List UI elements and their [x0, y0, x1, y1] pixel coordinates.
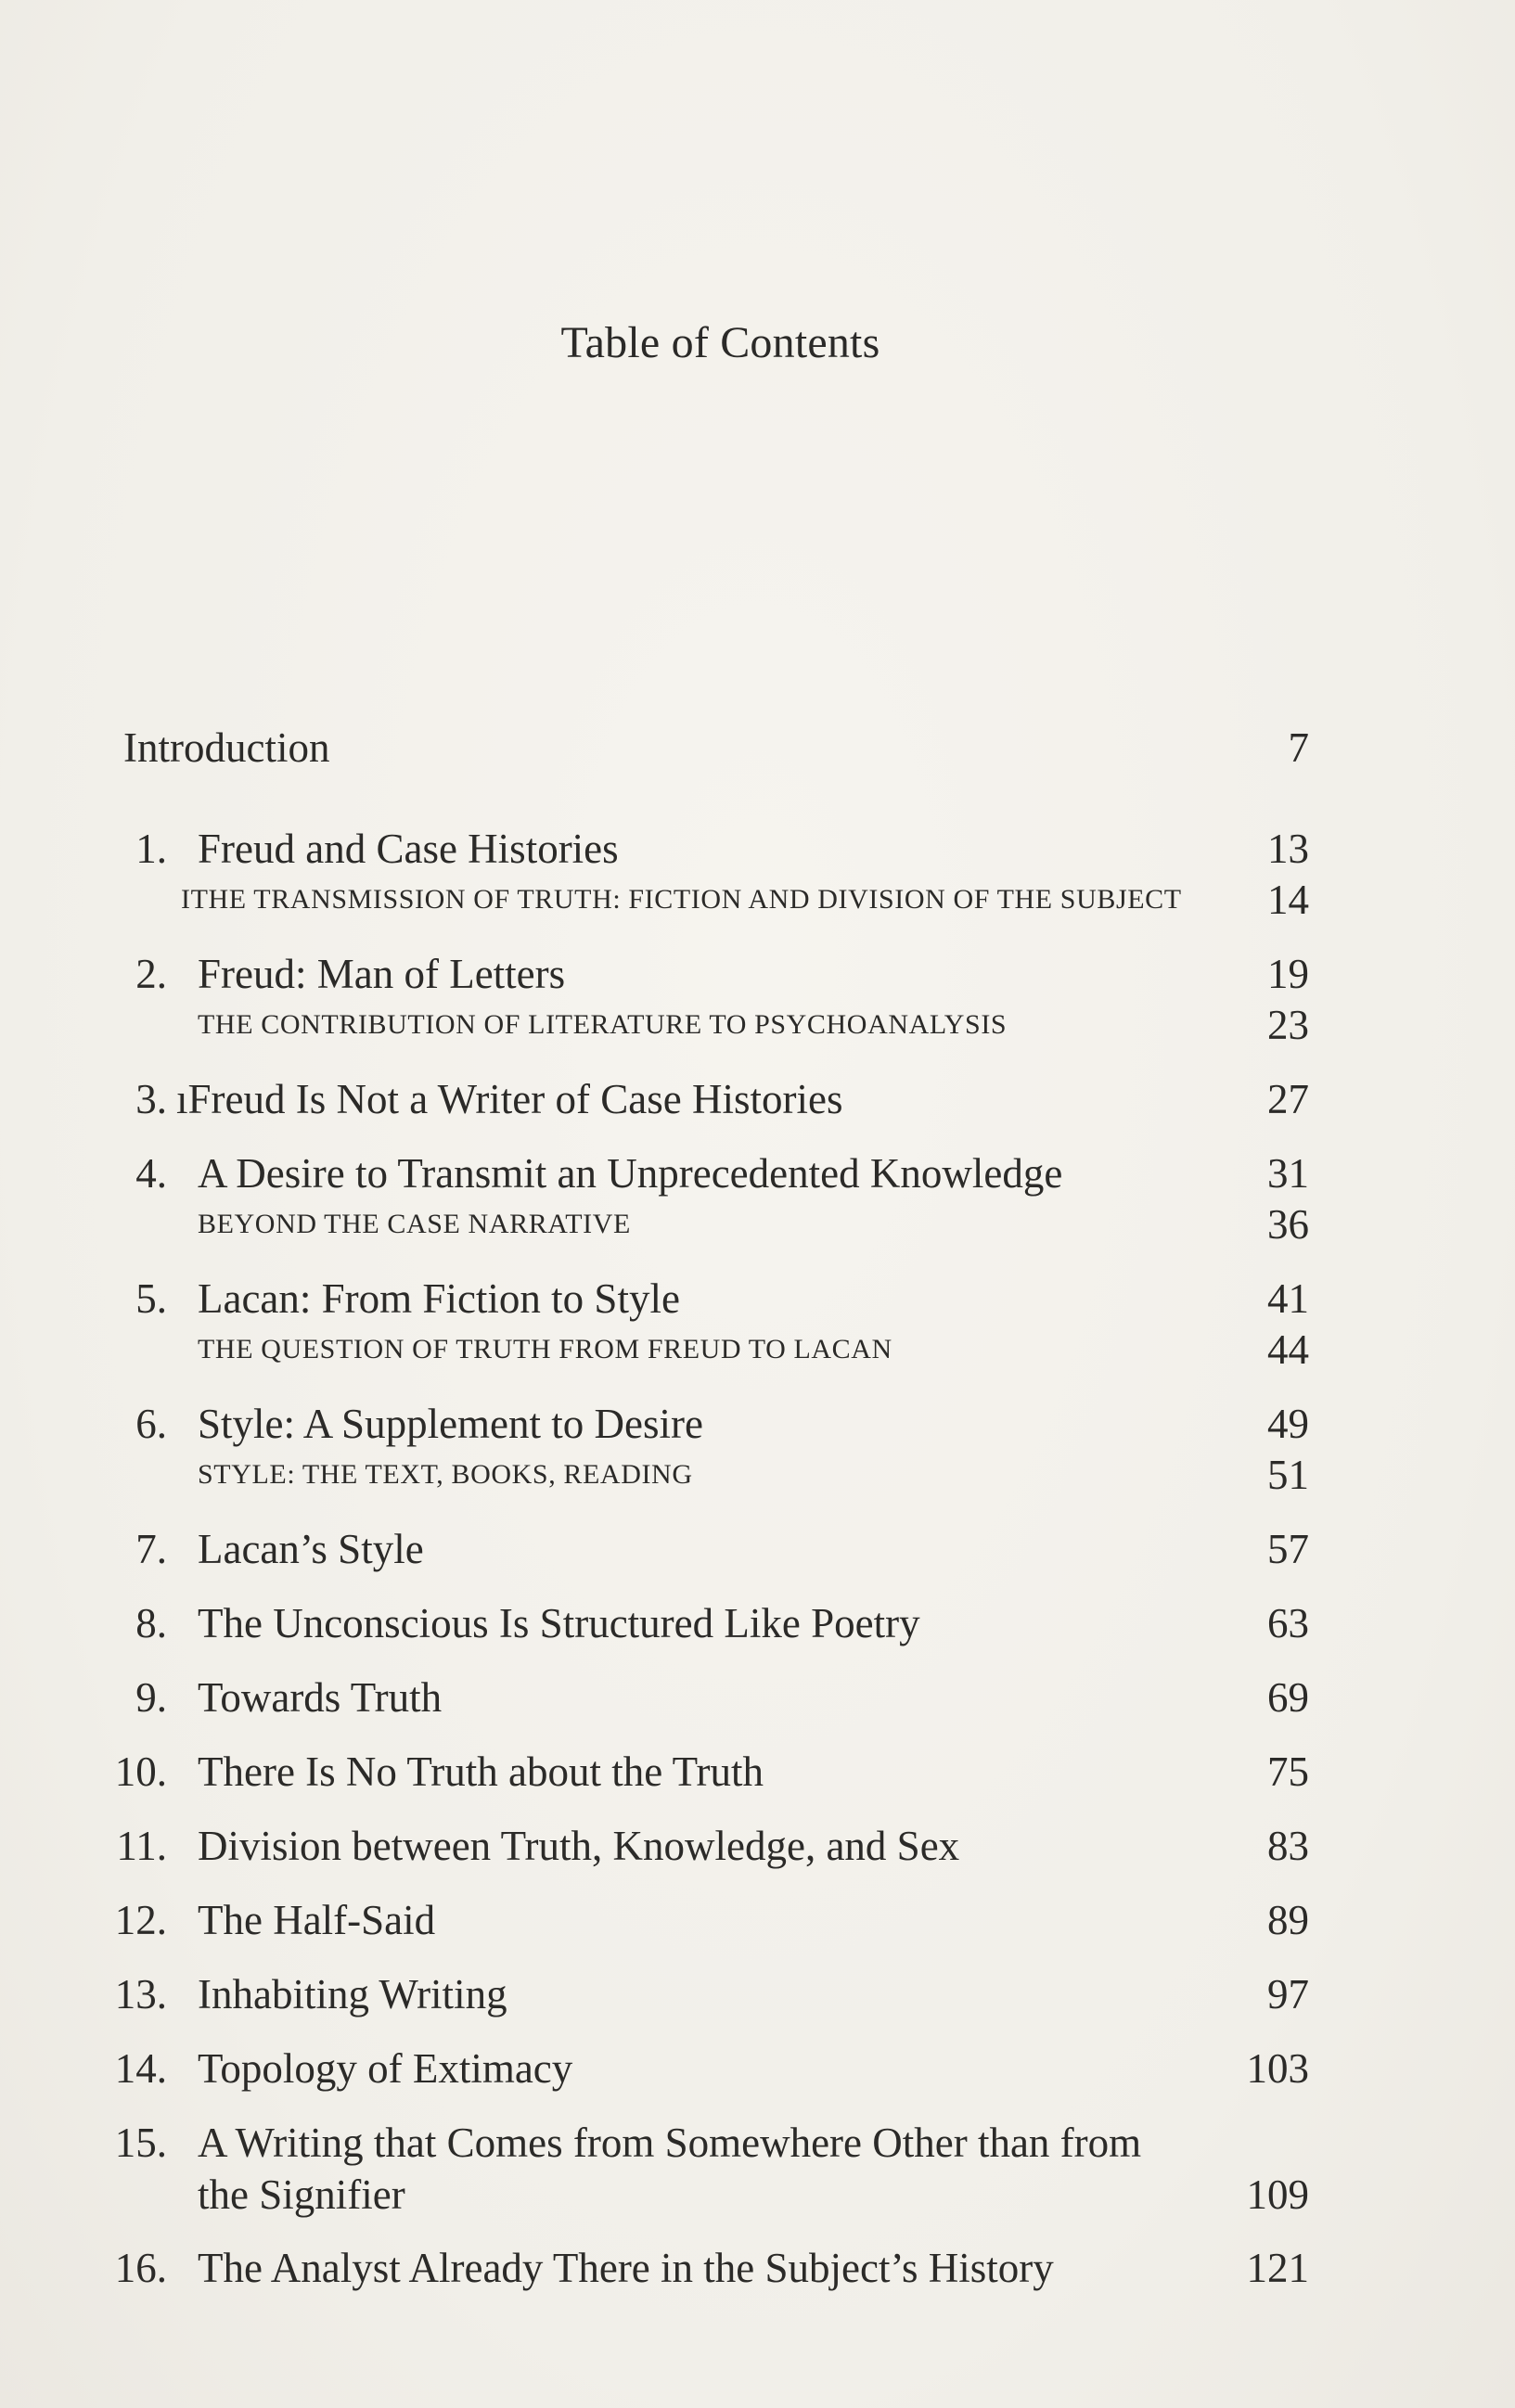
chapter-title: The Unconscious Is Structured Like Poetry [198, 1600, 920, 1646]
chapter-title: Lacan: From Fiction to Style [198, 1275, 680, 1322]
chapter-number: 11. [116, 1823, 167, 1869]
chapter-title [198, 2115, 1141, 2222]
toc-page-number: 97 [1267, 1971, 1309, 2017]
toc-page-number: 109 [1246, 2171, 1309, 2218]
section-title: ITHE TRANSMISSION OF TRUTH: FICTION AND DIVISION OF THE SUBJECT [181, 884, 1182, 915]
chapter-title: The Half-Said [198, 1897, 436, 1943]
toc-page-number: 121 [1246, 2245, 1309, 2291]
toc-page-number: 57 [1267, 1526, 1309, 1572]
toc-page-number: 19 [1267, 951, 1309, 997]
toc-page-number: 75 [1267, 1748, 1309, 1795]
toc-page-number: 31 [1267, 1150, 1309, 1197]
chapter-title: A Desire to Transmit an Unprecedented Knowledge [198, 1150, 1063, 1197]
chapter-number: 10. [114, 1748, 167, 1795]
chapter-title: Topology of Extimacy [198, 2045, 573, 2092]
toc-page-number: 36 [1267, 1201, 1309, 1248]
toc-page-number: 41 [1267, 1275, 1309, 1322]
toc-page-number: 49 [1267, 1401, 1309, 1447]
chapter-title: Lacan’s Style [198, 1526, 424, 1572]
toc-page-number: 69 [1267, 1674, 1309, 1721]
chapter-title: The Analyst Already There in the Subject’s History [198, 2245, 1054, 2291]
toc-entry-label: Introduction [123, 724, 330, 771]
chapter-number: 7. [135, 1526, 167, 1572]
chapter-title-line-1: A Writing that Comes from Somewhere Other than from [198, 2120, 1142, 2166]
chapter-title-line-2: the Signifier [198, 2171, 405, 2218]
chapter-number: 12. [114, 1897, 167, 1943]
chapter-title: Towards Truth [198, 1674, 443, 1721]
page-title: Table of Contents [560, 318, 880, 367]
chapter-title: Freud: Man of Letters [198, 951, 566, 997]
chapter-title: There Is No Truth about the Truth [198, 1748, 764, 1795]
chapter-number: 6. [135, 1401, 167, 1447]
toc-page-number: 13 [1267, 826, 1309, 872]
chapter-number: 13. [114, 1971, 167, 2017]
chapter-number: 3. [135, 1076, 167, 1122]
chapter-number: 5. [135, 1275, 167, 1322]
section-title: BEYOND THE CASE NARRATIVE [198, 1209, 631, 1239]
toc-page-number: 83 [1267, 1823, 1309, 1869]
toc-page-number: 7 [1288, 724, 1309, 771]
toc-page-number: 103 [1246, 2045, 1309, 2092]
chapter-number: 9. [135, 1674, 167, 1721]
toc-page-number: 14 [1267, 877, 1309, 923]
toc-page-number: 44 [1267, 1326, 1309, 1373]
section-title: THE QUESTION OF TRUTH FROM FREUD TO LACAN [198, 1334, 892, 1364]
toc-page-number: 63 [1267, 1600, 1309, 1646]
chapter-number: 2. [135, 951, 167, 997]
chapter-title: Style: A Supplement to Desire [198, 1401, 703, 1447]
chapter-number: 16. [114, 2245, 167, 2291]
chapter-number: 8. [135, 1600, 167, 1646]
chapter-number: 4. [135, 1150, 167, 1197]
chapter-title: Freud and Case Histories [198, 826, 619, 872]
section-title: THE CONTRIBUTION OF LITERATURE TO PSYCHOANALYSIS [198, 1009, 1008, 1040]
chapter-title: ıFreud Is Not a Writer of Case Histories [176, 1076, 843, 1122]
toc-page-number: 27 [1267, 1076, 1309, 1122]
chapter-title: Inhabiting Writing [198, 1971, 507, 2017]
chapter-number: 14. [114, 2045, 167, 2092]
chapter-title: Division between Truth, Knowledge, and Sex [198, 1823, 960, 1869]
toc-page-number: 51 [1267, 1452, 1309, 1498]
toc-page-number: 89 [1267, 1897, 1309, 1943]
chapter-number: 1. [135, 826, 167, 872]
chapter-number: 15. [114, 2120, 167, 2166]
toc-page-number: 23 [1267, 1002, 1309, 1048]
section-title: STYLE: THE TEXT, BOOKS, READING [198, 1459, 693, 1490]
